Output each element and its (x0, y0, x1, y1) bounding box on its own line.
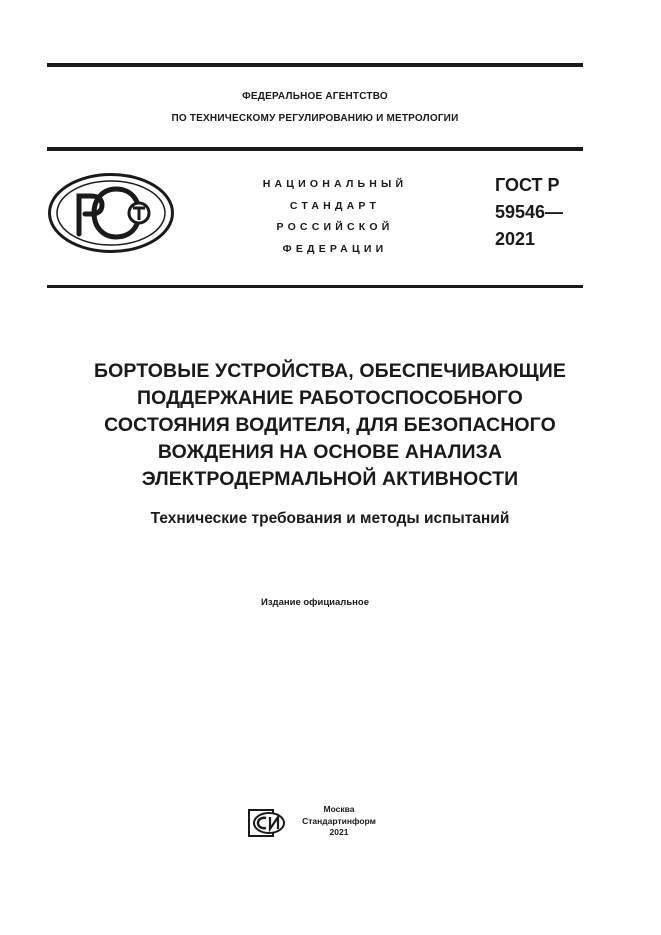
standartinform-logo-icon (248, 808, 286, 838)
standard-type (235, 174, 435, 260)
title-line: ПОДДЕРЖАНИЕ РАБОТОСПОСОБНОГО (137, 387, 523, 409)
top-divider (47, 63, 583, 67)
title-line: ЭЛЕКТРОДЕРМАЛЬНОЙ АКТИВНОСТИ (141, 468, 519, 490)
standard-type-line: НАЦИОНАЛЬНЫЙ (262, 178, 408, 190)
designation-line: 2021 (495, 229, 536, 249)
standard-type-line: РОССИЙСКОЙ (276, 221, 394, 233)
designation-line: 59546— (495, 202, 564, 222)
agency-name-line-1: ФЕДЕРАЛЬНОЕ АГЕНТСТВО (242, 91, 388, 102)
publisher-info (296, 804, 382, 839)
title-line: СОСТОЯНИЯ ВОДИТЕЛЯ, ДЛЯ БЕЗОПАСНОГО (104, 414, 556, 436)
standard-block-divider (47, 285, 583, 288)
standard-type-line: ФЕДЕРАЦИИ (282, 242, 388, 255)
publisher-name: Стандартинформ (302, 815, 376, 826)
title-line: ВОЖДЕНИЯ НА ОСНОВЕ АНАЛИЗА (157, 441, 503, 463)
gost-r-logo-icon (47, 172, 175, 254)
standard-type-line: СТАНДАРТ (289, 199, 381, 212)
header-divider (47, 147, 583, 151)
edition-note: Издание официальное (261, 597, 369, 608)
publisher-city: Москва (323, 804, 355, 814)
document-title (20, 358, 640, 493)
agency-name-line-2: ПО ТЕХНИЧЕСКОМУ РЕГУЛИРОВАНИЮ И МЕТРОЛОГИИ (171, 113, 459, 124)
designation-line: ГОСТ Р (495, 175, 560, 195)
document-subtitle: Технические требования и методы испытаний (150, 510, 510, 527)
title-line: БОРТОВЫЕ УСТРОЙСТВА, ОБЕСПЕЧИВАЮЩИЕ (94, 360, 566, 382)
standard-designation (495, 172, 563, 253)
publication-year: 2021 (329, 827, 349, 837)
